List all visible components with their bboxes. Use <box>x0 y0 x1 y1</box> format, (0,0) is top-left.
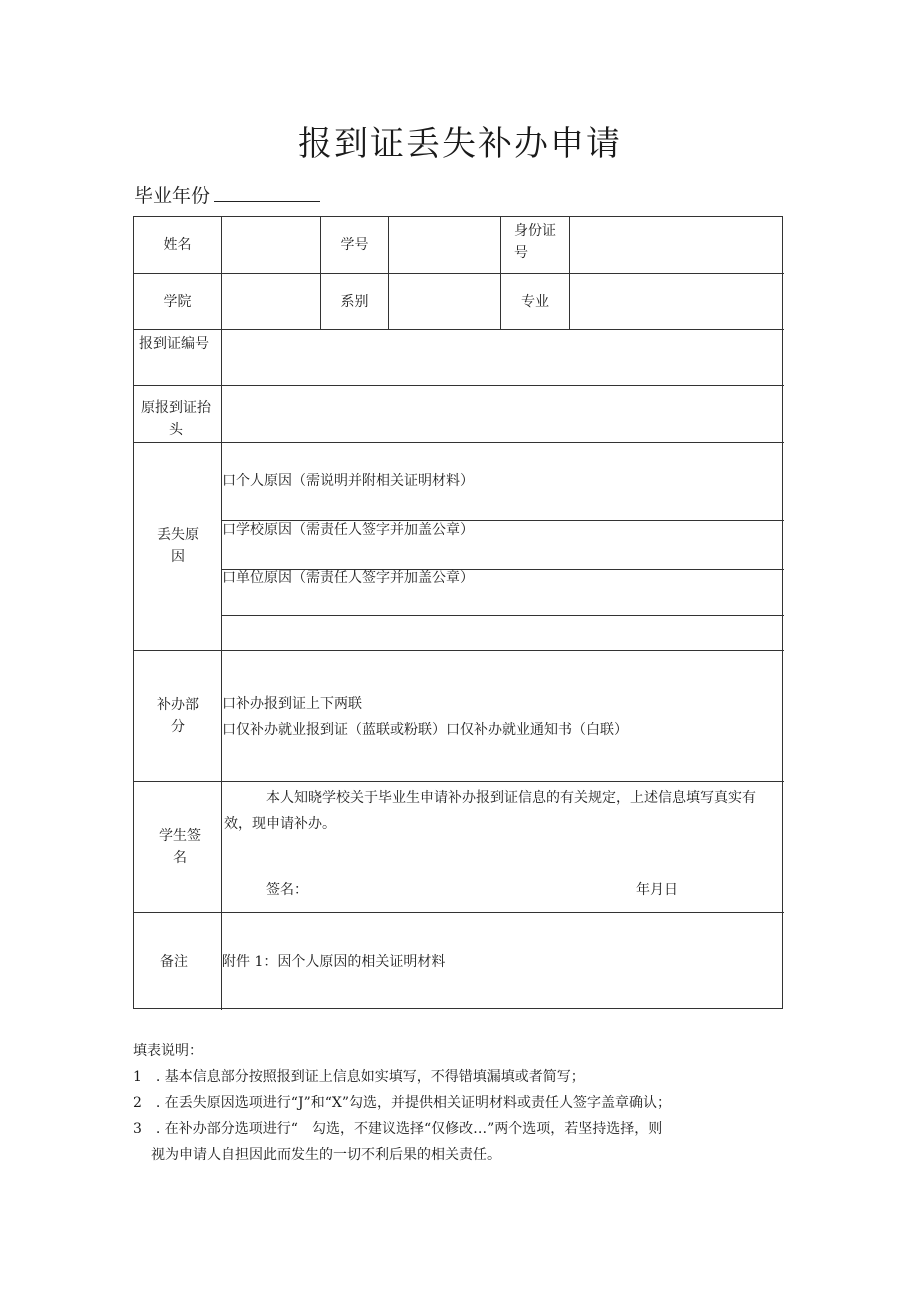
instructions <box>133 1038 671 1168</box>
college-label: 学院 <box>163 294 192 310</box>
instruction-item: 3 . 在补办部分选项进行“ 勾选，不建议选择“仅修改…”两个选项，若坚持选择，则 <box>133 1121 663 1137</box>
id-number-label: 身份证号 <box>514 223 556 261</box>
cert-number-label: 报到证编号 <box>139 336 209 352</box>
page-title: 报到证丢失补办申请 <box>298 124 622 164</box>
application-form <box>133 216 783 1009</box>
instruction-item: 2 . 在丢失原因选项进行“J”和“X”勾选，并提供相关证明材料或责任人签字盖章确认； <box>133 1095 672 1111</box>
remarks-text: 附件 1：因个人原因的相关证明材料 <box>222 954 446 970</box>
department-input[interactable] <box>389 274 499 329</box>
name-input[interactable] <box>222 218 319 273</box>
row-divider <box>134 912 784 913</box>
signature-date-label: 年月日 <box>636 882 678 898</box>
row-divider <box>134 781 784 782</box>
loss-reason-label: 丢失原因 <box>157 527 199 565</box>
student-id-label: 学号 <box>340 237 369 253</box>
instruction-continuation: 视为申请人自担因此而发生的一切不利后果的相关责任。 <box>151 1147 501 1163</box>
orig-header-input[interactable] <box>222 386 783 442</box>
graduation-year-label: 毕业年份 <box>134 185 211 207</box>
reissue-label: 补办部分 <box>157 697 199 735</box>
signature-label: 学生签名 <box>159 828 201 866</box>
signature-statement: 本人知晓学校关于毕业生申请补办报到证信息的有关规定，上述信息填写真实有效，现申请补办。 <box>224 790 756 832</box>
major-label: 专业 <box>521 294 549 310</box>
id-number-input[interactable] <box>570 218 783 273</box>
name-label: 姓名 <box>163 237 192 253</box>
student-id-input[interactable] <box>389 218 499 273</box>
graduation-year-row <box>134 181 320 208</box>
option-divider <box>221 615 784 616</box>
department-label: 系别 <box>340 294 369 310</box>
loss-reason-option-employer[interactable]: 口单位原因（需责任人签字并加盖公章） <box>222 570 474 586</box>
instruction-item: 1 . 基本信息部分按照报到证上信息如实填写，不得错填漏填或者简写； <box>133 1069 585 1085</box>
reissue-option-both[interactable]: 口补办报到证上下两联 <box>222 696 362 712</box>
orig-header-label: 原报到证抬头 <box>141 400 211 438</box>
major-input[interactable] <box>570 274 783 329</box>
remarks-label: 备注 <box>160 954 188 970</box>
reissue-option-partial[interactable]: 口仅补办就业报到证（蓝联或粉联）口仅补办就业通知书（白联） <box>222 722 628 738</box>
loss-reason-option-personal[interactable]: 口个人原因（需说明并附相关证明材料） <box>222 473 474 489</box>
row-divider <box>134 442 784 443</box>
graduation-year-field[interactable] <box>214 187 320 202</box>
signature-sign-label: 签名： <box>266 882 308 898</box>
cert-number-input[interactable] <box>222 330 783 385</box>
instructions-heading: 填表说明： <box>133 1043 203 1059</box>
college-input[interactable] <box>222 274 319 329</box>
loss-reason-option-school[interactable]: 口学校原因（需责任人签字并加盖公章） <box>222 522 474 538</box>
row-divider <box>134 650 784 651</box>
